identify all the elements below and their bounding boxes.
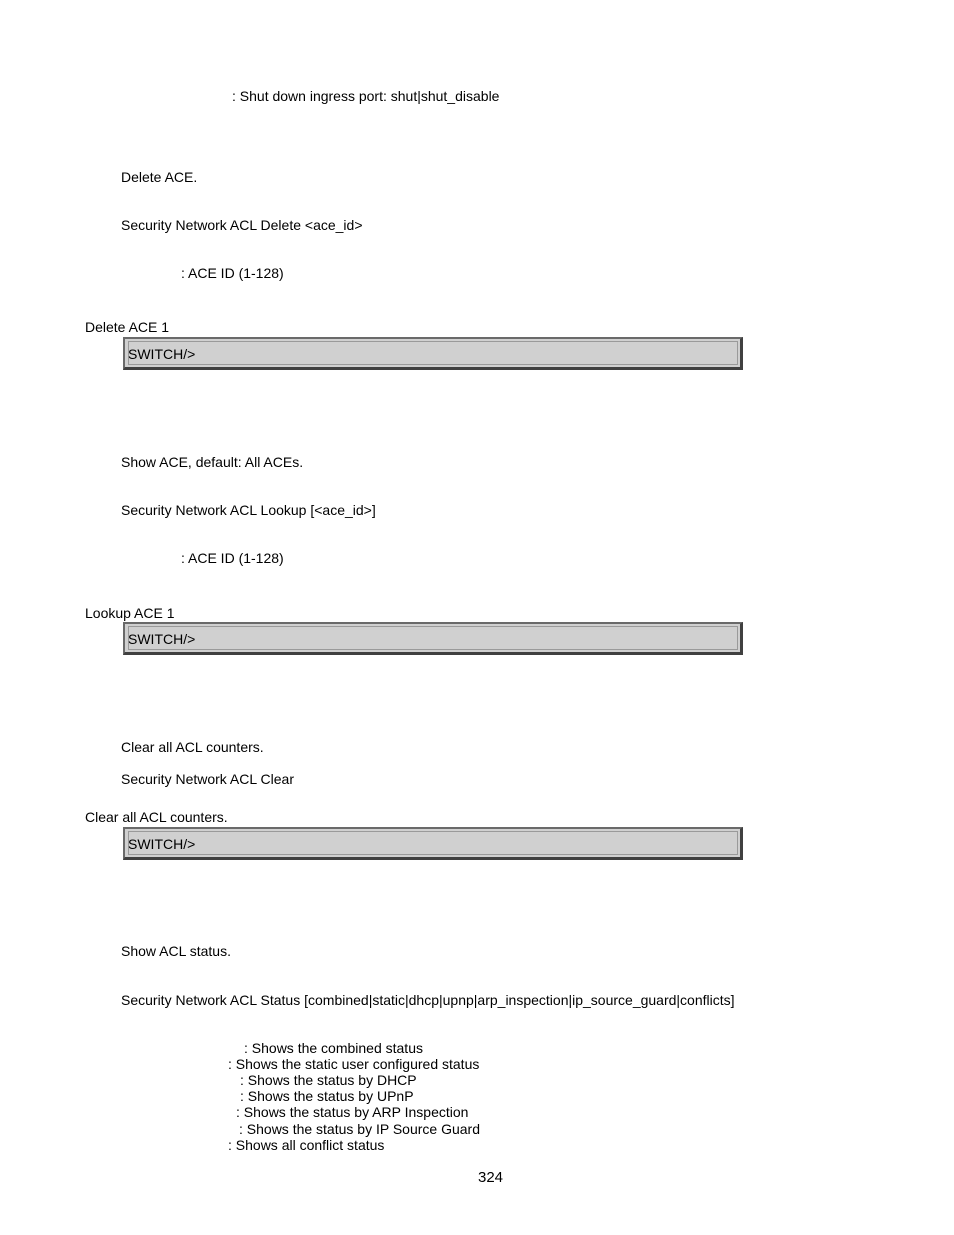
- shut-port-param: : Shut down ingress port: shut|shut_disable: [232, 88, 500, 104]
- lookup-description: Show ACE, default: All ACEs.: [121, 454, 304, 470]
- clear-syntax: Security Network ACL Clear: [121, 771, 294, 787]
- status-param-dhcp: : Shows the status by DHCP: [240, 1072, 417, 1088]
- status-param-conflicts: : Shows all conflict status: [228, 1137, 385, 1153]
- status-param-static: : Shows the static user configured status: [228, 1056, 480, 1072]
- lookup-param: : ACE ID (1-128): [181, 550, 284, 566]
- console-prompt: SWITCH/>: [128, 631, 196, 647]
- delete-param: : ACE ID (1-128): [181, 265, 284, 281]
- delete-example-console: [123, 337, 743, 370]
- console-prompt: SWITCH/>: [128, 836, 196, 852]
- console-prompt: SWITCH/>: [128, 346, 196, 362]
- status-param-upnp: : Shows the status by UPnP: [240, 1088, 414, 1104]
- status-param-ip-source-guard: : Shows the status by IP Source Guard: [239, 1121, 480, 1137]
- status-param-combined: : Shows the combined status: [244, 1040, 423, 1056]
- clear-example-label: Clear all ACL counters.: [85, 809, 228, 825]
- lookup-example-console: [123, 622, 743, 655]
- delete-description: Delete ACE.: [121, 169, 198, 185]
- lookup-syntax: Security Network ACL Lookup [<ace_id>]: [121, 502, 376, 518]
- clear-description: Clear all ACL counters.: [121, 739, 264, 755]
- status-syntax: Security Network ACL Status [combined|static|dhcp|upnp|arp_inspection|ip_source_guard|conflicts]: [121, 992, 735, 1008]
- page-number: 324: [478, 1169, 504, 1186]
- clear-example-console: [123, 827, 743, 860]
- status-description: Show ACL status.: [121, 943, 231, 959]
- delete-syntax: Security Network ACL Delete <ace_id>: [121, 217, 363, 233]
- lookup-example-label: Lookup ACE 1: [85, 605, 175, 621]
- status-param-arp-inspection: : Shows the status by ARP Inspection: [236, 1104, 469, 1120]
- delete-example-label: Delete ACE 1: [85, 319, 170, 335]
